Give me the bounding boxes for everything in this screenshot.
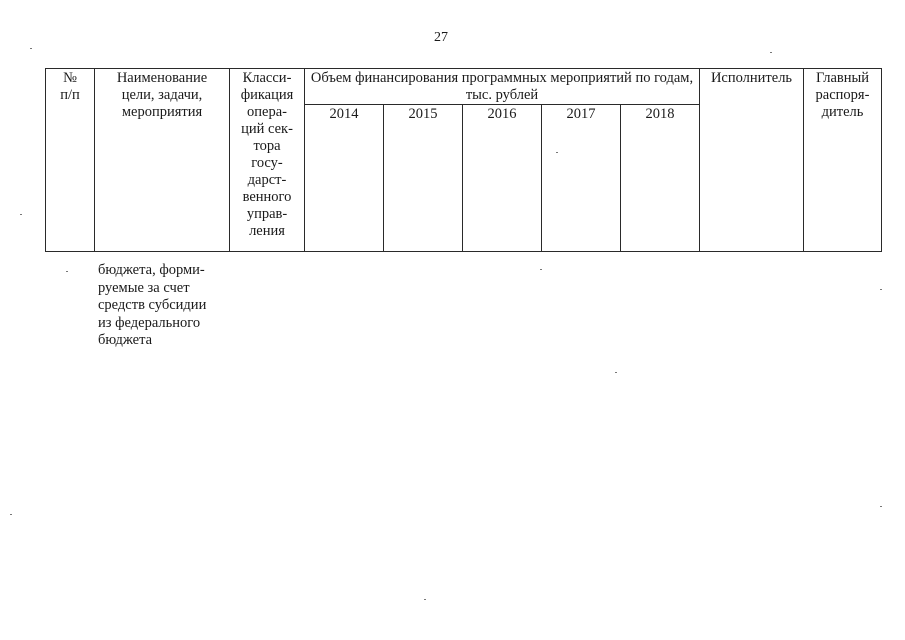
scan-speck bbox=[424, 599, 426, 600]
header-number-line: п/п bbox=[60, 87, 80, 103]
header-name bbox=[95, 69, 230, 252]
header-classification bbox=[230, 69, 305, 252]
header-classification-line: Класси- bbox=[242, 70, 292, 86]
scan-speck bbox=[30, 48, 32, 49]
header-year-2016: 2016 bbox=[463, 105, 542, 252]
header-classification-line: ления bbox=[249, 223, 285, 239]
scan-speck bbox=[10, 514, 12, 515]
scan-speck bbox=[770, 52, 772, 53]
continuation-line: бюджета bbox=[98, 332, 153, 348]
continuation-line: средств субсидии bbox=[98, 297, 207, 313]
header-chief-manager-line: дитель bbox=[821, 104, 864, 120]
header-chief-manager-line: Главный bbox=[815, 70, 870, 86]
header-year-2018: 2018 bbox=[621, 105, 700, 252]
scan-speck bbox=[880, 289, 882, 290]
continuation-text bbox=[98, 262, 206, 350]
continuation-line: руемые за счет bbox=[98, 279, 190, 296]
scan-speck bbox=[20, 214, 22, 215]
header-executor: Исполнитель bbox=[700, 69, 804, 252]
scan-speck bbox=[540, 269, 542, 270]
header-classification-line: фикация bbox=[240, 87, 294, 103]
header-classification-line: ций сек- bbox=[241, 121, 293, 137]
header-number bbox=[46, 69, 95, 252]
header-classification-line: дарст- bbox=[247, 172, 287, 188]
header-classification-line: тора bbox=[253, 138, 281, 154]
table-header-row bbox=[46, 69, 882, 105]
scan-speck bbox=[615, 372, 617, 373]
scan-speck bbox=[556, 152, 558, 153]
header-classification-line: опера- bbox=[247, 104, 287, 120]
continuation-line: из федерального bbox=[98, 314, 201, 331]
header-classification-line: управ- bbox=[246, 206, 288, 222]
header-name-line: Наименование bbox=[116, 70, 208, 86]
funding-table bbox=[45, 68, 882, 252]
header-name-line: мероприятия bbox=[121, 104, 203, 120]
header-chief-manager bbox=[804, 69, 882, 252]
header-classification-line: госу- bbox=[251, 155, 283, 171]
header-funding-volume: Объем финансирования программных мероприятий по годам, тыс. рублей bbox=[305, 69, 700, 105]
header-name-line: цели, задачи, bbox=[121, 87, 203, 103]
header-year-2017: 2017 bbox=[542, 105, 621, 252]
header-year-2014: 2014 bbox=[305, 105, 384, 252]
header-chief-manager-line: распоря- bbox=[815, 87, 870, 103]
header-number-line: № bbox=[63, 70, 77, 86]
page-number: 27 bbox=[434, 30, 448, 45]
continuation-line: бюджета, форми- bbox=[98, 262, 205, 278]
header-classification-line: венного bbox=[242, 189, 292, 205]
scan-speck bbox=[880, 506, 882, 507]
scan-speck bbox=[66, 271, 68, 272]
header-year-2015: 2015 bbox=[384, 105, 463, 252]
